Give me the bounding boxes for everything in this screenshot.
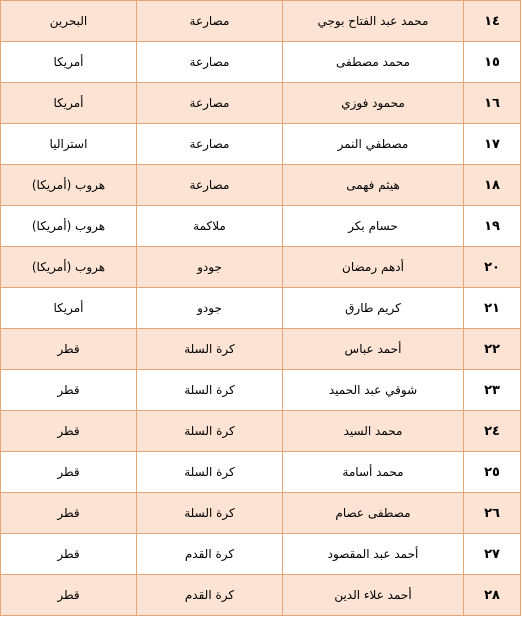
row-number: ٢٨ — [464, 575, 521, 616]
athlete-name: أحمد عبد المقصود — [283, 534, 464, 575]
row-number: ١٨ — [464, 165, 521, 206]
row-number: ٢٣ — [464, 370, 521, 411]
athlete-name: محمد السيد — [283, 411, 464, 452]
destination-country: قطر — [1, 329, 137, 370]
row-number: ٢٦ — [464, 493, 521, 534]
row-number: ٢٤ — [464, 411, 521, 452]
sport: ملاكمة — [137, 206, 283, 247]
destination-country: قطر — [1, 370, 137, 411]
table-row — [1, 42, 521, 83]
athlete-name: كريم طارق — [283, 288, 464, 329]
sport: كرة السلة — [137, 329, 283, 370]
athlete-name: محمد عبد الفتاح بوجي — [283, 1, 464, 42]
destination-country: البحرين — [1, 1, 137, 42]
sport: كرة السلة — [137, 370, 283, 411]
table-row — [1, 124, 521, 165]
destination-country: أمريكا — [1, 83, 137, 124]
row-number: ٢٢ — [464, 329, 521, 370]
destination-country: هروب (أمريكا) — [1, 206, 137, 247]
athlete-name: مصطفي النمر — [283, 124, 464, 165]
athletes-table-body — [1, 1, 521, 616]
table-row — [1, 1, 521, 42]
destination-country: استراليا — [1, 124, 137, 165]
athlete-name: أحمد علاء الدين — [283, 575, 464, 616]
table-row — [1, 575, 521, 616]
sport: مصارعة — [137, 1, 283, 42]
table-row — [1, 493, 521, 534]
sport: مصارعة — [137, 165, 283, 206]
athlete-name: محمد أسامة — [283, 452, 464, 493]
table-row — [1, 370, 521, 411]
row-number: ١٩ — [464, 206, 521, 247]
sport: جودو — [137, 247, 283, 288]
row-number: ٢١ — [464, 288, 521, 329]
row-number: ١٧ — [464, 124, 521, 165]
sport: مصارعة — [137, 124, 283, 165]
row-number: ٢٠ — [464, 247, 521, 288]
table-row — [1, 534, 521, 575]
table-row — [1, 165, 521, 206]
row-number: ٢٧ — [464, 534, 521, 575]
athlete-name: حسام بكر — [283, 206, 464, 247]
table-row — [1, 329, 521, 370]
athlete-name: أدهم رمضان — [283, 247, 464, 288]
sport: كرة السلة — [137, 452, 283, 493]
destination-country: أمريكا — [1, 288, 137, 329]
table-row — [1, 452, 521, 493]
table-row — [1, 411, 521, 452]
row-number: ١٥ — [464, 42, 521, 83]
table-row — [1, 206, 521, 247]
athlete-name: شوقي عبد الحميد — [283, 370, 464, 411]
destination-country: هروب (أمريكا) — [1, 247, 137, 288]
destination-country: هروب (أمريكا) — [1, 165, 137, 206]
destination-country: قطر — [1, 493, 137, 534]
sport: جودو — [137, 288, 283, 329]
sport: كرة القدم — [137, 575, 283, 616]
table-row — [1, 83, 521, 124]
athlete-name: هيثم فهمى — [283, 165, 464, 206]
sport: كرة السلة — [137, 493, 283, 534]
destination-country: قطر — [1, 575, 137, 616]
athlete-name: أحمد عباس — [283, 329, 464, 370]
sport: كرة السلة — [137, 411, 283, 452]
row-number: ١٤ — [464, 1, 521, 42]
destination-country: أمريكا — [1, 42, 137, 83]
sport: مصارعة — [137, 83, 283, 124]
table-row — [1, 247, 521, 288]
destination-country: قطر — [1, 411, 137, 452]
sport: مصارعة — [137, 42, 283, 83]
athlete-name: مصطفى عصام — [283, 493, 464, 534]
row-number: ١٦ — [464, 83, 521, 124]
destination-country: قطر — [1, 534, 137, 575]
sport: كرة القدم — [137, 534, 283, 575]
row-number: ٢٥ — [464, 452, 521, 493]
athlete-name: محمود فوزي — [283, 83, 464, 124]
destination-country: قطر — [1, 452, 137, 493]
table-row — [1, 288, 521, 329]
athlete-name: محمد مصطفى — [283, 42, 464, 83]
